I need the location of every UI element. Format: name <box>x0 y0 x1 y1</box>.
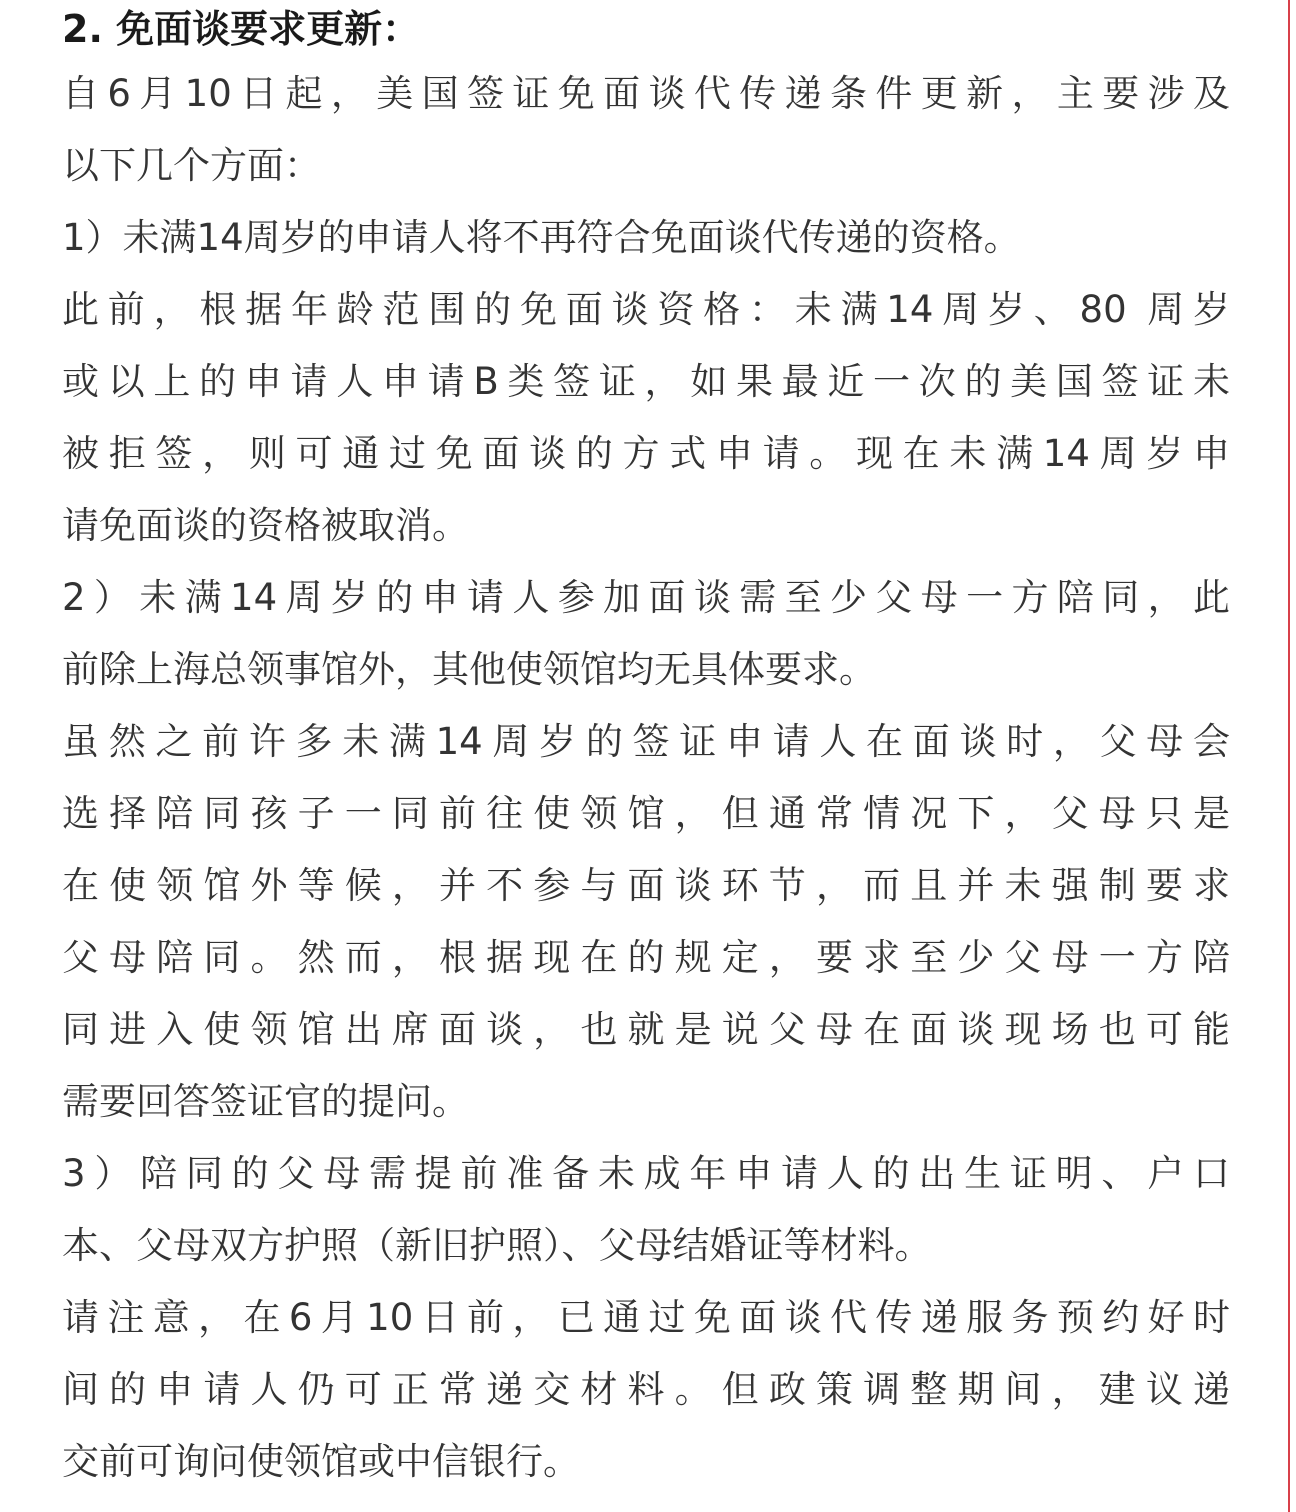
text-line: 本、父母双方护照（新旧护照）、父母结婚证等材料。 <box>62 1224 932 1267</box>
text-line: 间的申请人仍可正常递交材料。但政策调整期间，建议递 <box>62 1368 1230 1411</box>
text-line: 1）未满14周岁的申请人将不再符合免面谈代传递的资格。 <box>62 216 1021 259</box>
page-edge-divider <box>1288 0 1290 1512</box>
text-line: 虽然之前许多未满14周岁的签证申请人在面谈时，父母会 <box>62 720 1230 763</box>
text-line: 2）未满14周岁的申请人参加面谈需至少父母一方陪同，此 <box>62 576 1230 619</box>
text-line: 在使领馆外等候，并不参与面谈环节，而且并未强制要求 <box>62 864 1230 907</box>
text-line: 被拒签，则可通过免面谈的方式申请。现在未满14周岁申 <box>62 432 1230 475</box>
text-line: 以下几个方面： <box>62 144 321 187</box>
notice-paragraph <box>62 1282 1230 1498</box>
text-line: 3）陪同的父母需提前准备未成年申请人的出生证明、户口 <box>62 1152 1230 1195</box>
point-2-paragraph <box>62 562 1230 706</box>
text-line: 此前，根据年龄范围的免面谈资格：未满14周岁、80 周岁 <box>62 288 1230 331</box>
text-line: 或以上的申请人申请B类签证，如果最近一次的美国签证未 <box>62 360 1230 403</box>
text-line: 交前可询问使领馆或中信银行。 <box>62 1440 580 1483</box>
point-1-detail-paragraph <box>62 274 1230 562</box>
text-line: 父母陪同。然而，根据现在的规定，要求至少父母一方陪 <box>62 936 1230 979</box>
text-line: 自6月10日起，美国签证免面谈代传递条件更新，主要涉及 <box>62 72 1230 115</box>
text-line: 需要回答签证官的提问。 <box>62 1080 469 1123</box>
section-heading: 2. 免面谈要求更新： <box>62 7 421 51</box>
point-1-paragraph <box>62 202 1230 274</box>
text-line: 选择陪同孩子一同前往使领馆，但通常情况下，父母只是 <box>62 792 1230 835</box>
text-line: 同进入使领馆出席面谈，也就是说父母在面谈现场也可能 <box>62 1008 1230 1051</box>
article-body <box>62 0 1230 1498</box>
text-line: 请注意，在6月10日前，已通过免面谈代传递服务预约好时 <box>62 1296 1230 1339</box>
point-2-detail-paragraph <box>62 706 1230 1138</box>
point-3-paragraph <box>62 1138 1230 1282</box>
text-line: 前除上海总领事馆外，其他使领馆均无具体要求。 <box>62 648 876 691</box>
text-line: 请免面谈的资格被取消。 <box>62 504 469 547</box>
intro-paragraph <box>62 58 1230 202</box>
